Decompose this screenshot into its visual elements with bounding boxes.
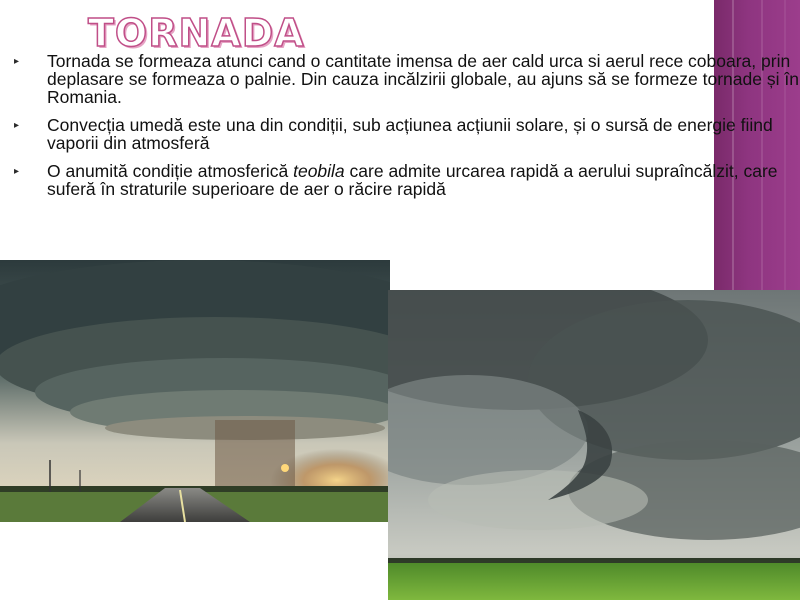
bullet-item xyxy=(10,162,800,198)
bullet-item xyxy=(10,52,800,106)
bullet-text xyxy=(47,115,773,153)
tornado-funnel-photo xyxy=(388,290,800,600)
supercell-storm-photo xyxy=(0,260,390,522)
bullet-text xyxy=(47,51,799,107)
bullet-text-segment: O anumită condiție atmosferică xyxy=(47,161,294,181)
bullet-text-segment: care admite urcarea rapidă a aerului supraîncălzit, care suferă în straturile superioare de aer o răcire rapidă xyxy=(47,161,778,199)
bullet-text-italic: teobila xyxy=(293,161,345,181)
bullet-text xyxy=(47,161,778,199)
slide-title: TORNADA xyxy=(88,11,305,55)
bullet-marker-icon: ▸ xyxy=(14,120,20,131)
bullet-item xyxy=(10,116,800,152)
bullet-list xyxy=(10,52,800,208)
bullet-text-segment: Convecția umedă este una din condiții, sub acțiunea acțiunii solare, și o sursă de energie fiind vaporii din atmosferă xyxy=(47,115,773,153)
bullet-marker-icon: ▸ xyxy=(14,56,20,67)
bullet-marker-icon: ▸ xyxy=(14,166,20,177)
bullet-text-segment: Tornada se formeaza atunci cand o cantitate imensa de aer cald urca si aerul rece coboara, prin deplasare se formeaza o palnie. Din cauza incălzirii globale, au ajuns să se formeze tornade și în Romania. xyxy=(47,51,799,107)
